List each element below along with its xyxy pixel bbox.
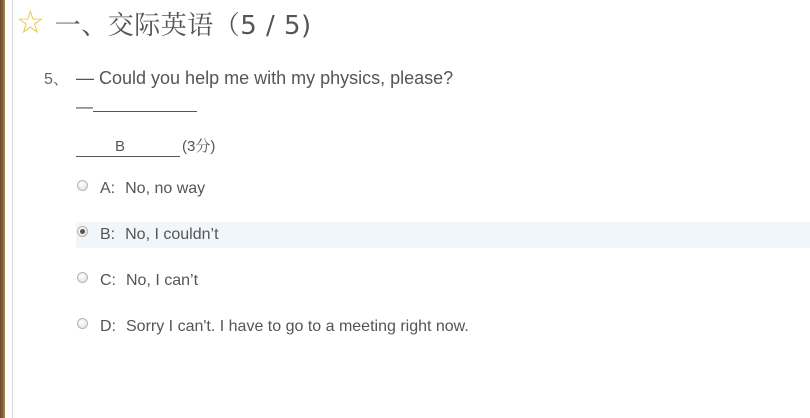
option-a[interactable] (76, 176, 810, 202)
option-key: B: (100, 226, 116, 243)
star-icon[interactable]: ☆ (16, 3, 45, 41)
option-key: D: (100, 318, 116, 335)
answer-value: B (114, 138, 125, 155)
reply-blank (93, 95, 197, 112)
question-score: (3分) (182, 138, 216, 155)
radio-d[interactable] (77, 318, 88, 329)
option-text: Sorry I can't. I have to go to a meeting right now. (126, 318, 469, 335)
question-block (44, 66, 810, 157)
radio-b[interactable] (77, 226, 88, 237)
option-text: No, no way (125, 180, 206, 197)
option-text: No, I couldn’t (125, 226, 219, 243)
question-line (44, 66, 810, 89)
option-text: No, I can’t (126, 272, 199, 289)
answer-line (76, 135, 810, 157)
radio-c[interactable] (77, 272, 88, 283)
option-d[interactable] (76, 314, 810, 340)
answer-blank (76, 138, 180, 157)
section-title: 一、交际英语（5 / 5) (54, 10, 312, 41)
left-edge-decoration (0, 0, 5, 418)
question-reply-line (76, 95, 810, 117)
question-number: 5、 (44, 71, 69, 88)
option-key: C: (100, 272, 116, 289)
options-list (76, 176, 810, 360)
left-divider (12, 0, 13, 418)
reply-dash: — (76, 97, 93, 116)
option-c[interactable] (76, 268, 810, 294)
option-key: A: (100, 180, 116, 197)
radio-a[interactable] (77, 180, 88, 191)
question-text: — Could you help me with my physics, please? (76, 68, 454, 88)
option-b[interactable] (76, 222, 810, 248)
section-header (16, 0, 312, 46)
